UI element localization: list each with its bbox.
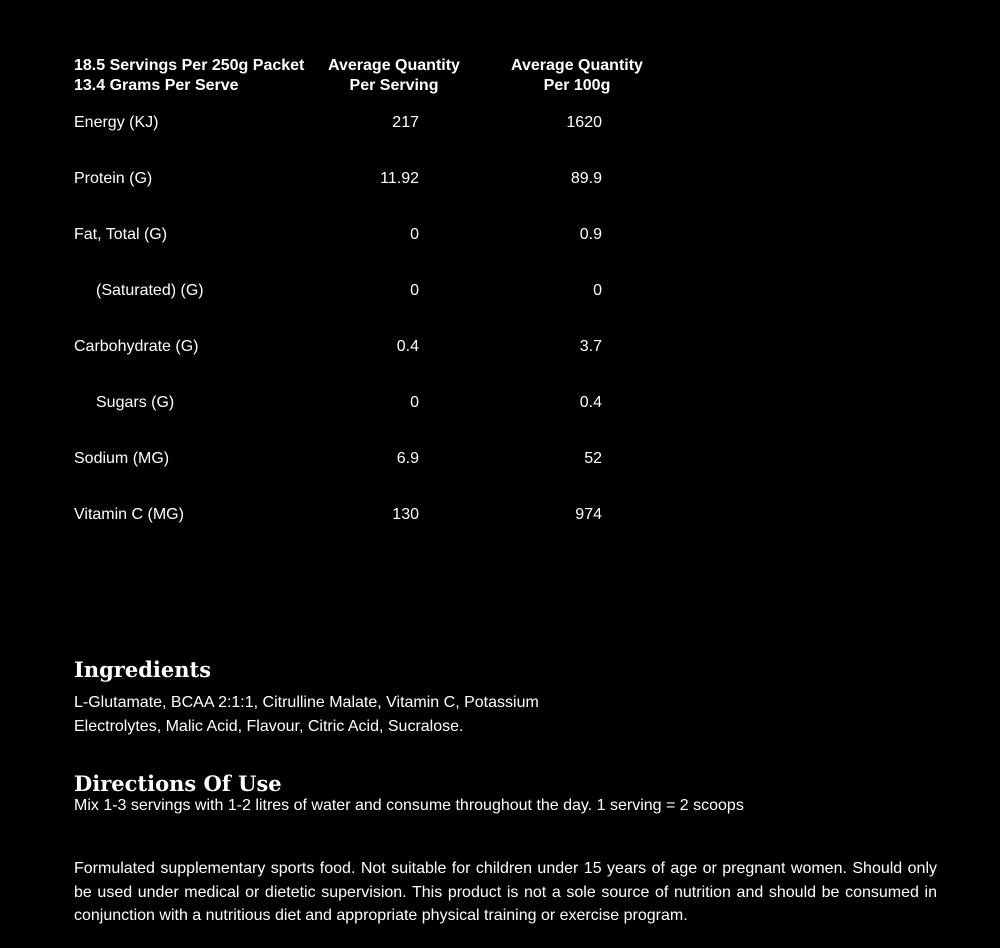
per-serving-value: 0.4 <box>396 338 419 355</box>
per-100g-value: 52 <box>584 450 602 467</box>
serving-info-header <box>74 56 304 96</box>
per-serving-value: 130 <box>392 506 419 523</box>
per-100g-value: 0 <box>593 282 602 299</box>
nutrient-label: (Saturated) (G) <box>96 282 204 299</box>
nutrient-label: Carbohydrate (G) <box>74 338 199 355</box>
servings-per-packet: 18.5 Servings Per 250g Packet <box>74 57 305 74</box>
nutrient-label: Sugars (G) <box>96 394 175 411</box>
nutrient-label: Fat, Total (G) <box>74 226 168 243</box>
per-serving-value: 0 <box>410 394 419 411</box>
ingredients-title: Ingredients <box>74 657 212 682</box>
directions-text: Mix 1-3 servings with 1-2 litres of water and consume throughout the day. 1 serving = 2 scoops <box>74 797 744 814</box>
nutrient-label: Energy (KJ) <box>74 114 159 131</box>
per-serving-value: 0 <box>410 226 419 243</box>
per-100g-value: 0.4 <box>579 394 602 411</box>
serving-size: 13.4 Grams Per Serve <box>74 77 239 94</box>
ingredients-list: L-Glutamate, BCAA 2:1:1, Citrulline Malate, Vitamin C, Potassium Electrolytes, Malic Acid, Flavour, Citric Acid, Sucralose. <box>74 694 539 735</box>
per-serving-value: 0 <box>410 282 419 299</box>
directions-title: Directions Of Use <box>74 771 282 796</box>
per-serving-header-line2: Per Serving <box>349 77 439 94</box>
per-100g-value: 1620 <box>566 114 602 131</box>
per-100g-header-line1: Average Quantity <box>511 57 643 74</box>
per-serving-value: 11.92 <box>380 170 419 187</box>
per-serving-value: 217 <box>392 114 419 131</box>
nutrient-label: Vitamin C (MG) <box>74 506 184 523</box>
per-serving-header-line1: Average Quantity <box>328 57 460 74</box>
nutrient-label: Sodium (MG) <box>74 450 170 467</box>
per-100g-value: 974 <box>575 506 602 523</box>
per-100g-value: 0.9 <box>579 226 602 243</box>
per-100g-column-header <box>505 56 649 96</box>
per-100g-header-line2: Per 100g <box>543 77 611 94</box>
per-serving-column-header <box>322 56 466 96</box>
per-100g-value: 3.7 <box>579 338 602 355</box>
disclaimer-text: Formulated supplementary sports food. Not suitable for children under 15 years of age or pregnant women. Should only be used under medical or dietetic supervision. This product is not a sole source of nutrition and should be consumed in conjunction with a nutritious diet and appropriate physical training or exercise program. <box>74 860 937 924</box>
per-serving-value: 6.9 <box>396 450 419 467</box>
per-100g-value: 89.9 <box>570 170 602 187</box>
nutrient-label: Protein (G) <box>74 170 153 187</box>
